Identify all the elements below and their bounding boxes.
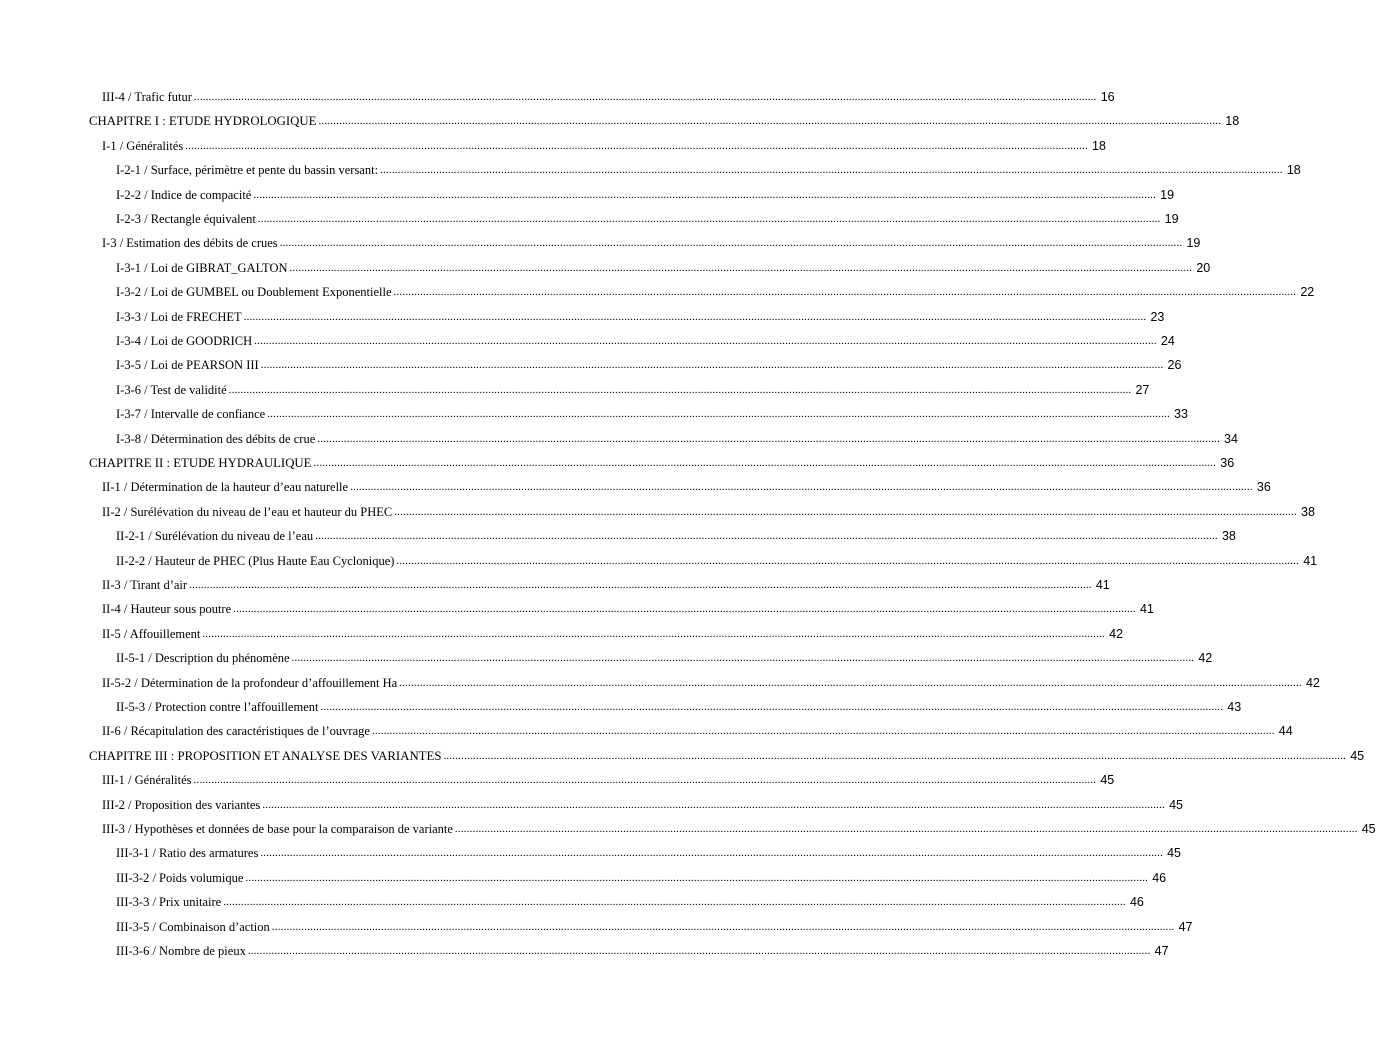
toc-dot-leader: [245, 872, 1148, 885]
toc-entry-title: I-2-3 / Rectangle équivalent: [116, 212, 256, 226]
toc-entry-title: I-1 / Généralités: [102, 138, 184, 153]
toc-entry-title: III-3 / Hypothèses et données de base pour la comparaison de variante: [102, 822, 453, 836]
toc-dot-leader: [229, 384, 1132, 397]
toc-entry[interactable]: [0, 208, 1179, 226]
toc-entry[interactable]: [0, 354, 1182, 373]
toc-entry-title: II-4 / Hauteur sous poutre: [102, 602, 232, 617]
toc-dot-leader: [261, 359, 1164, 372]
toc-entry-title: I-2-2 / Indice de compacité: [116, 187, 252, 202]
toc-page-number: 41: [1303, 553, 1318, 568]
toc-entry[interactable]: [0, 86, 1115, 104]
toc-dot-leader: [267, 408, 1170, 421]
toc-entry[interactable]: [0, 281, 1315, 300]
toc-page-number: 45: [1350, 748, 1365, 763]
toc-page-number: 19: [1186, 236, 1201, 251]
toc-page-number: 45: [1361, 822, 1376, 836]
toc-entry[interactable]: [0, 769, 1115, 788]
toc-entry[interactable]: [0, 623, 1124, 641]
toc-entry-title: II-5-3 / Protection contre l’affouillement: [116, 700, 319, 714]
toc-dot-leader: [320, 701, 1223, 714]
toc-entry-title: II-1 / Détermination de la hauteur d’eau naturelle: [102, 480, 349, 495]
toc-dot-leader: [372, 725, 1275, 738]
toc-entry-title: II-2-2 / Hauteur de PHEC (Plus Haute Eau Cyclonique): [116, 553, 395, 568]
toc-dot-leader: [262, 799, 1165, 812]
toc-page-number: 46: [1129, 895, 1144, 910]
toc-entry-title: I-3-8 / Détermination des débits de crue: [116, 431, 316, 446]
toc-dot-leader: [315, 530, 1218, 543]
toc-entry[interactable]: [0, 794, 1184, 812]
toc-dot-leader: [443, 750, 1346, 763]
toc-entry-title: III-3-5 / Combinaison d’action: [116, 919, 270, 934]
toc-dot-leader: [233, 603, 1136, 616]
toc-entry[interactable]: [0, 940, 1169, 958]
toc-dot-leader: [194, 774, 1097, 787]
toc-entry-title: II-2-1 / Surélévation du niveau de l’eau: [116, 529, 314, 544]
toc-dot-leader: [396, 555, 1299, 568]
toc-page-number: 22: [1300, 285, 1315, 300]
toc-dot-leader: [350, 481, 1253, 494]
toc-page-number: 45: [1100, 773, 1115, 788]
toc-dot-leader: [244, 311, 1147, 324]
toc-entry[interactable]: [0, 428, 1238, 446]
toc-page-number: 20: [1196, 260, 1211, 275]
toc-page-number: 45: [1169, 797, 1184, 812]
toc-dot-leader: [380, 164, 1283, 177]
toc-entry-title: III-3-1 / Ratio des armatures: [116, 846, 259, 861]
toc-entry[interactable]: [0, 257, 1211, 275]
toc-entry-title: III-4 / Trafic futur: [102, 90, 192, 104]
toc-page-number: 42: [1198, 651, 1213, 666]
toc-entry[interactable]: [0, 110, 1240, 129]
toc-entry-title: I-3-6 / Test de validité: [116, 382, 227, 397]
toc-entry[interactable]: [0, 330, 1175, 348]
toc-page-number: 18: [1092, 138, 1106, 153]
toc-entry-title: I-3-2 / Loi de GUMBEL ou Doublement Exponentielle: [116, 285, 392, 300]
toc-entry[interactable]: [0, 476, 1271, 495]
toc-dot-leader: [272, 921, 1175, 934]
toc-dot-leader: [260, 847, 1163, 860]
toc-dot-leader: [280, 237, 1183, 250]
toc-entry-title: I-3-5 / Loi de PEARSON III: [116, 358, 259, 373]
toc-entry-title: CHAPITRE I : ETUDE HYDROLOGIQUE: [89, 114, 317, 129]
toc-entry[interactable]: [0, 916, 1193, 934]
toc-page-number: 46: [1152, 870, 1167, 885]
toc-entry[interactable]: [0, 379, 1150, 397]
toc-entry-title: I-3-3 / Loi de FRECHET: [116, 309, 242, 324]
toc-dot-leader: [194, 91, 1097, 104]
toc-dot-leader: [455, 823, 1358, 836]
toc-entry[interactable]: [0, 232, 1201, 251]
toc-entry-title: II-5 / Affouillement: [102, 626, 201, 641]
toc-entry[interactable]: [0, 891, 1144, 910]
toc-entry-title: I-3-7 / Intervalle de confiance: [116, 407, 266, 422]
toc-page-number: 34: [1224, 431, 1238, 446]
toc-dot-leader: [399, 677, 1302, 690]
toc-dot-leader: [394, 506, 1297, 519]
toc-entry-title: II-6 / Récapitulation des caractéristiques de l’ouvrage: [102, 724, 370, 739]
toc-dot-leader: [248, 945, 1151, 958]
toc-page-number: 41: [1139, 602, 1154, 617]
toc-page-number: 26: [1167, 358, 1182, 373]
toc-page-number: 43: [1227, 700, 1242, 714]
toc-page-number: 19: [1164, 212, 1179, 226]
toc-entry-title: III-3-3 / Prix unitaire: [116, 895, 222, 910]
toc-dot-leader: [258, 213, 1161, 226]
toc-entry[interactable]: [0, 501, 1315, 519]
toc-page-number: 47: [1154, 944, 1169, 958]
toc-entry[interactable]: [0, 720, 1293, 739]
toc-entry-title: III-2 / Proposition des variantes: [102, 797, 261, 812]
toc-dot-leader: [253, 189, 1156, 202]
toc-dot-leader: [394, 286, 1297, 299]
toc-entry-title: I-3 / Estimation des débits de crues: [102, 236, 278, 251]
toc-entry-title: II-2 / Surélévation du niveau de l’eau et hauteur du PHEC: [102, 504, 393, 519]
toc-entry[interactable]: [0, 574, 1110, 592]
toc-page-number: 19: [1160, 187, 1175, 202]
toc-dot-leader: [318, 115, 1221, 128]
toc-page-number: 38: [1221, 529, 1236, 544]
toc-entry[interactable]: [0, 672, 1320, 690]
toc-dot-leader: [223, 896, 1126, 909]
toc-page-number: 18: [1286, 163, 1301, 178]
toc-dot-leader: [189, 579, 1092, 592]
toc-entry[interactable]: [0, 452, 1235, 470]
toc-dot-leader: [185, 140, 1088, 153]
toc-dot-leader: [314, 457, 1217, 470]
toc-entry-title: I-3-4 / Loi de GOODRICH: [116, 334, 253, 348]
toc-page-number: 33: [1174, 407, 1188, 422]
toc-entry[interactable]: [0, 403, 1188, 422]
toc-entry[interactable]: [0, 842, 1182, 861]
toc-page-number: 44: [1278, 724, 1293, 739]
toc-entry[interactable]: [0, 159, 1301, 178]
toc-page-number: 45: [1167, 846, 1182, 861]
toc-entry-title: I-2-1 / Surface, périmètre et pente du bassin versant:: [116, 163, 379, 178]
toc-page-number: 38: [1301, 504, 1315, 519]
toc-entry[interactable]: [0, 867, 1167, 885]
toc-entry[interactable]: [0, 745, 1365, 763]
toc-dot-leader: [317, 433, 1220, 446]
toc-page-number: 41: [1095, 578, 1110, 592]
toc-entry-title: CHAPITRE II : ETUDE HYDRAULIQUE: [89, 456, 312, 470]
toc-page-number: 42: [1305, 675, 1320, 690]
toc-dot-leader: [292, 652, 1195, 665]
toc-entry-title: III-3-2 / Poids volumique: [116, 870, 244, 885]
toc-entry-title: II-5-1 / Description du phénomène: [116, 651, 290, 666]
toc-entry[interactable]: [0, 525, 1236, 544]
toc-entry-title: II-3 / Tirant d’air: [102, 578, 188, 592]
toc-entry-title: CHAPITRE III : PROPOSITION ET ANALYSE DES VARIANTES: [89, 748, 442, 763]
toc-entry[interactable]: [0, 696, 1242, 714]
toc-entry[interactable]: [0, 306, 1165, 324]
toc-dot-leader: [290, 262, 1193, 275]
toc-page-number: 18: [1225, 114, 1240, 129]
toc-entry-title: II-5-2 / Détermination de la profondeur d’affouillement Ha: [102, 675, 398, 690]
toc-page-number: 16: [1100, 90, 1115, 104]
toc-entry-title: III-3-6 / Nombre de pieux: [116, 944, 246, 958]
toc-page-number: 47: [1178, 919, 1193, 934]
toc-entry-title: I-3-1 / Loi de GIBRAT_GALTON: [116, 260, 288, 275]
toc-dot-leader: [254, 335, 1157, 348]
toc-entry[interactable]: [0, 184, 1175, 202]
toc-page-number: 42: [1109, 626, 1124, 641]
toc-page-number: 23: [1150, 309, 1165, 324]
toc-dot-leader: [202, 628, 1105, 641]
toc-page-number: 36: [1220, 456, 1235, 470]
toc-entry[interactable]: [0, 647, 1213, 666]
toc-page-number: 27: [1135, 382, 1150, 397]
toc-entry[interactable]: [0, 550, 1318, 568]
toc-entry-title: III-1 / Généralités: [102, 773, 192, 788]
toc-page-number: 24: [1160, 334, 1175, 348]
toc-entry[interactable]: [0, 818, 1376, 836]
toc-entry[interactable]: [0, 598, 1154, 617]
toc-page-number: 36: [1256, 480, 1271, 495]
toc-entry[interactable]: [0, 135, 1106, 153]
